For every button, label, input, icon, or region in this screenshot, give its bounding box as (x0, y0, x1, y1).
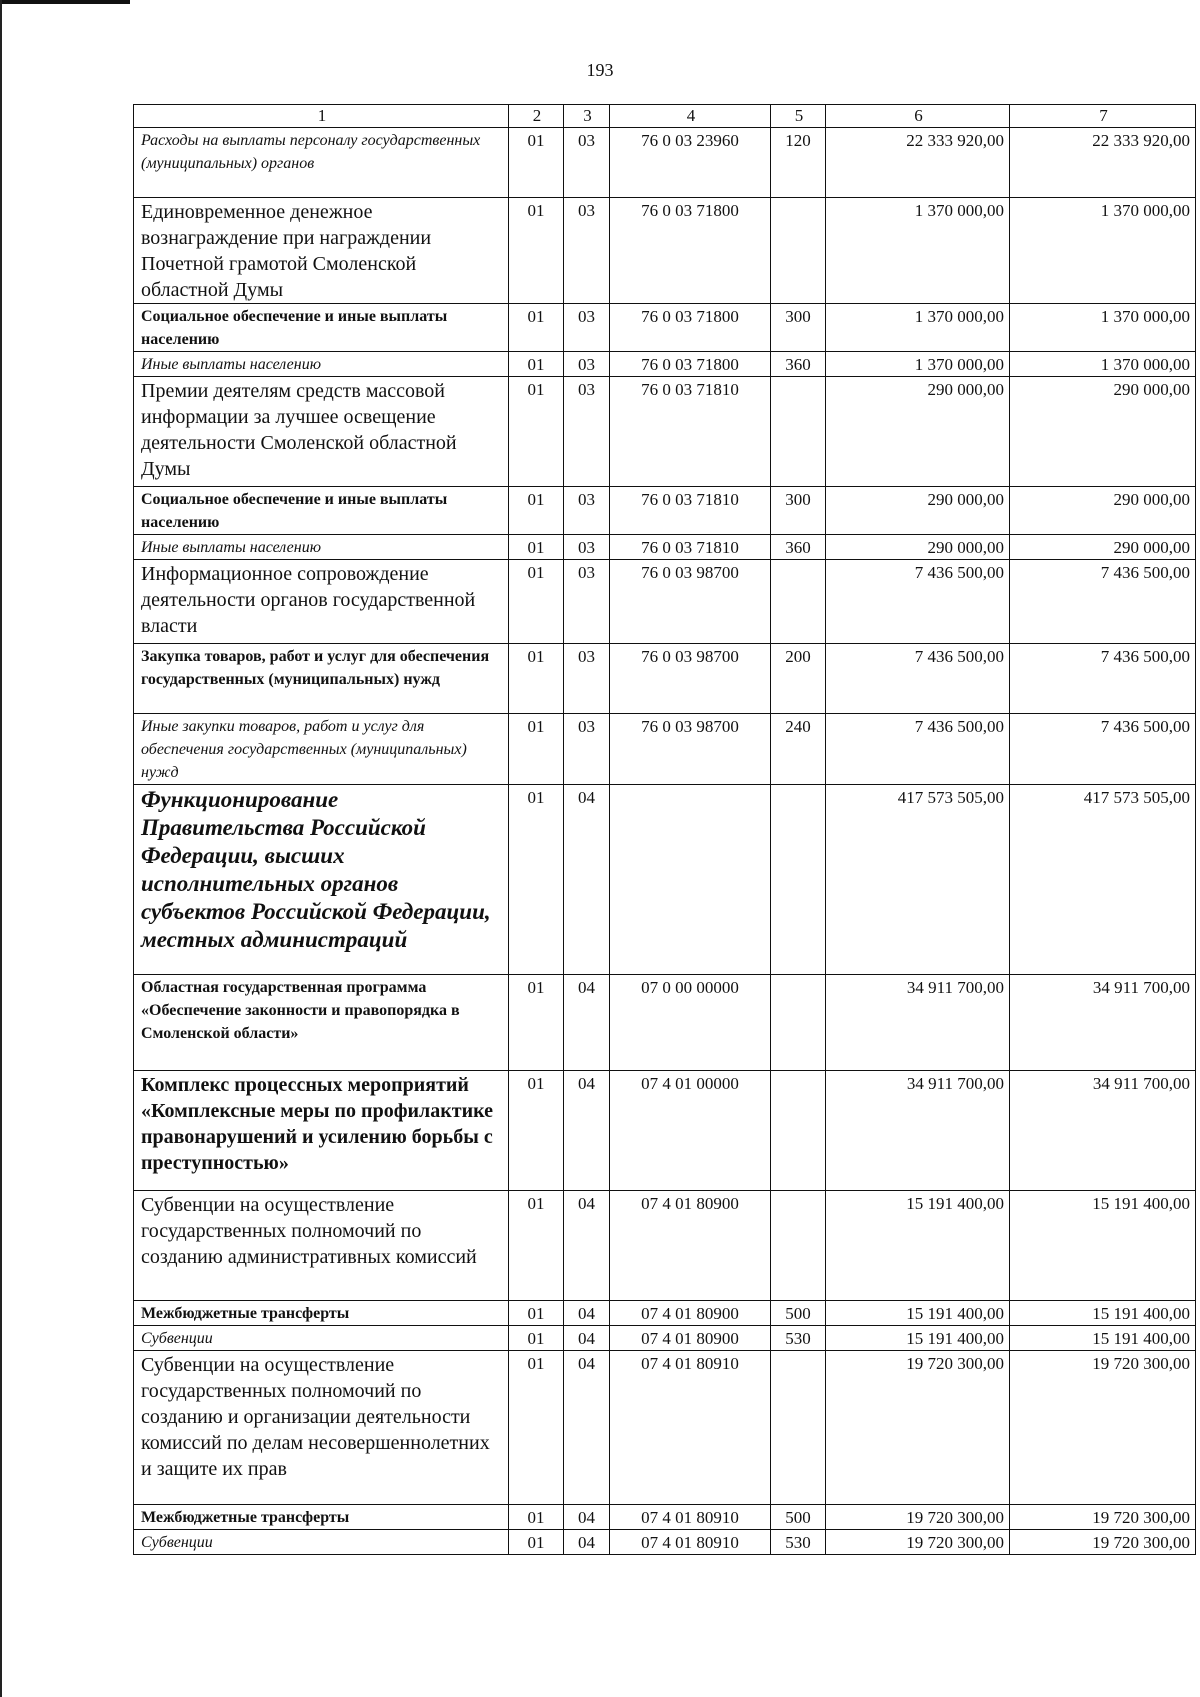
row-name-cell: Социальное обеспечение и иные выплаты населению (134, 304, 509, 352)
row-target-code-cell: 76 0 03 71810 (610, 377, 771, 487)
row-target-code-cell: 76 0 03 71810 (610, 535, 771, 560)
row-expense-type-cell (771, 975, 826, 1071)
table-row (134, 785, 1196, 975)
table-row (134, 1505, 1196, 1530)
row-subsection-cell: 03 (564, 128, 610, 198)
row-target-code-cell: 07 4 01 80910 (610, 1505, 771, 1530)
row-target-code-cell: 07 4 01 80910 (610, 1530, 771, 1555)
row-amount-alt-cell: 290 000,00 (1010, 377, 1196, 487)
row-expense-type-cell: 530 (771, 1326, 826, 1351)
row-amount-alt-cell: 34 911 700,00 (1010, 1071, 1196, 1191)
row-subsection-cell: 04 (564, 1351, 610, 1505)
row-amount-alt-cell: 1 370 000,00 (1010, 304, 1196, 352)
row-name-cell: Иные выплаты населению (134, 535, 509, 560)
row-expense-type-cell: 360 (771, 352, 826, 377)
table-row (134, 1301, 1196, 1326)
header-cell-7: 7 (1010, 105, 1196, 128)
row-expense-type-cell (771, 560, 826, 644)
row-target-code-cell: 76 0 03 98700 (610, 714, 771, 785)
row-name-cell: Субвенции (134, 1530, 509, 1555)
row-section-cell: 01 (509, 352, 564, 377)
row-target-code-cell: 76 0 03 71800 (610, 352, 771, 377)
header-cell-4: 4 (610, 105, 771, 128)
row-target-code-cell: 76 0 03 71810 (610, 487, 771, 535)
row-name-cell: Информационное сопровождение деятельности органов государственной власти (134, 560, 509, 644)
table-row (134, 714, 1196, 785)
table-row (134, 1071, 1196, 1191)
table-header-row (134, 105, 1196, 128)
row-amount-cell: 7 436 500,00 (826, 644, 1010, 714)
table-row (134, 198, 1196, 304)
row-amount-alt-cell: 290 000,00 (1010, 535, 1196, 560)
row-target-code-cell: 07 4 01 80900 (610, 1301, 771, 1326)
table-row (134, 1326, 1196, 1351)
row-subsection-cell: 03 (564, 487, 610, 535)
row-amount-alt-cell: 15 191 400,00 (1010, 1326, 1196, 1351)
row-target-code-cell: 07 4 01 80910 (610, 1351, 771, 1505)
row-section-cell: 01 (509, 1530, 564, 1555)
row-name-cell: Субвенции (134, 1326, 509, 1351)
row-amount-cell: 15 191 400,00 (826, 1191, 1010, 1301)
row-target-code-cell: 07 4 01 80900 (610, 1191, 771, 1301)
row-amount-alt-cell: 1 370 000,00 (1010, 352, 1196, 377)
row-subsection-cell: 04 (564, 1191, 610, 1301)
row-amount-cell: 34 911 700,00 (826, 975, 1010, 1071)
row-expense-type-cell (771, 377, 826, 487)
header-cell-1: 1 (134, 105, 509, 128)
table-row (134, 128, 1196, 198)
row-subsection-cell: 03 (564, 198, 610, 304)
row-subsection-cell: 04 (564, 1071, 610, 1191)
row-expense-type-cell: 500 (771, 1505, 826, 1530)
row-subsection-cell: 03 (564, 304, 610, 352)
table-row (134, 304, 1196, 352)
row-expense-type-cell (771, 1071, 826, 1191)
row-amount-alt-cell: 7 436 500,00 (1010, 644, 1196, 714)
row-amount-cell: 15 191 400,00 (826, 1301, 1010, 1326)
row-amount-cell: 19 720 300,00 (826, 1351, 1010, 1505)
row-target-code-cell: 76 0 03 71800 (610, 304, 771, 352)
row-amount-alt-cell: 19 720 300,00 (1010, 1530, 1196, 1555)
row-amount-cell: 1 370 000,00 (826, 352, 1010, 377)
row-amount-cell: 19 720 300,00 (826, 1505, 1010, 1530)
row-amount-cell: 7 436 500,00 (826, 560, 1010, 644)
row-subsection-cell: 04 (564, 1530, 610, 1555)
row-amount-alt-cell: 417 573 505,00 (1010, 785, 1196, 975)
row-target-code-cell: 76 0 03 98700 (610, 644, 771, 714)
row-name-cell: Областная государственная программа «Обеспечение законности и правопорядка в Смоленской области» (134, 975, 509, 1071)
row-amount-cell: 22 333 920,00 (826, 128, 1010, 198)
row-name-cell: Расходы на выплаты персоналу государственных (муниципальных) органов (134, 128, 509, 198)
row-amount-cell: 19 720 300,00 (826, 1530, 1010, 1555)
row-expense-type-cell (771, 785, 826, 975)
row-amount-alt-cell: 19 720 300,00 (1010, 1351, 1196, 1505)
row-subsection-cell: 03 (564, 644, 610, 714)
row-subsection-cell: 04 (564, 975, 610, 1071)
row-amount-cell: 290 000,00 (826, 535, 1010, 560)
row-target-code-cell: 76 0 03 98700 (610, 560, 771, 644)
row-section-cell: 01 (509, 1326, 564, 1351)
row-section-cell: 01 (509, 714, 564, 785)
row-target-code-cell: 07 0 00 00000 (610, 975, 771, 1071)
row-expense-type-cell: 200 (771, 644, 826, 714)
table-row (134, 487, 1196, 535)
row-amount-cell: 290 000,00 (826, 377, 1010, 487)
row-section-cell: 01 (509, 535, 564, 560)
row-subsection-cell: 03 (564, 535, 610, 560)
row-amount-alt-cell: 34 911 700,00 (1010, 975, 1196, 1071)
row-expense-type-cell: 240 (771, 714, 826, 785)
row-target-code-cell (610, 785, 771, 975)
table-row (134, 1191, 1196, 1301)
scan-edge-top (0, 0, 130, 4)
row-target-code-cell: 76 0 03 71800 (610, 198, 771, 304)
row-amount-cell: 1 370 000,00 (826, 304, 1010, 352)
row-name-cell: Межбюджетные трансферты (134, 1505, 509, 1530)
row-section-cell: 01 (509, 128, 564, 198)
row-amount-alt-cell: 7 436 500,00 (1010, 560, 1196, 644)
row-amount-cell: 7 436 500,00 (826, 714, 1010, 785)
row-amount-cell: 417 573 505,00 (826, 785, 1010, 975)
row-name-cell: Премии деятелям средств массовой информации за лучшее освещение деятельности Смоленской областной Думы (134, 377, 509, 487)
row-section-cell: 01 (509, 560, 564, 644)
row-section-cell: 01 (509, 487, 564, 535)
row-name-cell: Иные закупки товаров, работ и услуг для обеспечения государственных (муниципальных) нужд (134, 714, 509, 785)
budget-table (133, 104, 1196, 1555)
row-target-code-cell: 07 4 01 00000 (610, 1071, 771, 1191)
page-number: 193 (586, 60, 614, 80)
row-section-cell: 01 (509, 644, 564, 714)
row-name-cell: Субвенции на осуществление государственных полномочий по созданию административных комиссий (134, 1191, 509, 1301)
row-expense-type-cell: 120 (771, 128, 826, 198)
row-amount-alt-cell: 19 720 300,00 (1010, 1505, 1196, 1530)
row-section-cell: 01 (509, 377, 564, 487)
row-expense-type-cell (771, 1191, 826, 1301)
row-section-cell: 01 (509, 1071, 564, 1191)
row-amount-alt-cell: 7 436 500,00 (1010, 714, 1196, 785)
row-expense-type-cell: 300 (771, 487, 826, 535)
row-expense-type-cell (771, 198, 826, 304)
row-name-cell: Единовременное денежное вознаграждение при награждении Почетной грамотой Смоленской областной Думы (134, 198, 509, 304)
table-row (134, 644, 1196, 714)
row-section-cell: 01 (509, 198, 564, 304)
row-subsection-cell: 03 (564, 352, 610, 377)
row-expense-type-cell: 360 (771, 535, 826, 560)
row-amount-alt-cell: 22 333 920,00 (1010, 128, 1196, 198)
row-subsection-cell: 04 (564, 785, 610, 975)
row-expense-type-cell (771, 1351, 826, 1505)
row-amount-cell: 15 191 400,00 (826, 1326, 1010, 1351)
row-subsection-cell: 04 (564, 1326, 610, 1351)
row-expense-type-cell: 300 (771, 304, 826, 352)
table-row (134, 377, 1196, 487)
row-name-cell: Закупка товаров, работ и услуг для обеспечения государственных (муниципальных) нужд (134, 644, 509, 714)
row-target-code-cell: 76 0 03 23960 (610, 128, 771, 198)
table-row (134, 1530, 1196, 1555)
row-section-cell: 01 (509, 1301, 564, 1326)
row-name-cell: Межбюджетные трансферты (134, 1301, 509, 1326)
row-subsection-cell: 04 (564, 1505, 610, 1530)
row-name-cell: Социальное обеспечение и иные выплаты населению (134, 487, 509, 535)
row-target-code-cell: 07 4 01 80900 (610, 1326, 771, 1351)
row-name-cell: Функционирование Правительства Российской Федерации, высших исполнительных органов субъектов Российской Федерации, местных администраций (134, 785, 509, 975)
row-section-cell: 01 (509, 975, 564, 1071)
row-expense-type-cell: 500 (771, 1301, 826, 1326)
row-section-cell: 01 (509, 304, 564, 352)
table-row (134, 352, 1196, 377)
row-amount-alt-cell: 15 191 400,00 (1010, 1301, 1196, 1326)
row-subsection-cell: 03 (564, 714, 610, 785)
row-name-cell: Иные выплаты населению (134, 352, 509, 377)
table-row (134, 560, 1196, 644)
table-row (134, 1351, 1196, 1505)
row-section-cell: 01 (509, 785, 564, 975)
row-section-cell: 01 (509, 1351, 564, 1505)
row-amount-alt-cell: 15 191 400,00 (1010, 1191, 1196, 1301)
header-cell-5: 5 (771, 105, 826, 128)
header-cell-3: 3 (564, 105, 610, 128)
header-cell-2: 2 (509, 105, 564, 128)
row-amount-cell: 1 370 000,00 (826, 198, 1010, 304)
row-expense-type-cell: 530 (771, 1530, 826, 1555)
row-subsection-cell: 03 (564, 560, 610, 644)
table-row (134, 975, 1196, 1071)
row-section-cell: 01 (509, 1191, 564, 1301)
header-cell-6: 6 (826, 105, 1010, 128)
row-subsection-cell: 04 (564, 1301, 610, 1326)
scan-edge-left (0, 0, 2, 1697)
row-name-cell: Комплекс процессных мероприятий «Комплексные меры по профилактике правонарушений и усилению борьбы с преступностью» (134, 1071, 509, 1191)
row-amount-cell: 290 000,00 (826, 487, 1010, 535)
row-amount-cell: 34 911 700,00 (826, 1071, 1010, 1191)
row-amount-alt-cell: 1 370 000,00 (1010, 198, 1196, 304)
table-row (134, 535, 1196, 560)
row-amount-alt-cell: 290 000,00 (1010, 487, 1196, 535)
row-name-cell: Субвенции на осуществление государственных полномочий по созданию и организации деятельности комиссий по делам несовершеннолетних и защите их прав (134, 1351, 509, 1505)
row-section-cell: 01 (509, 1505, 564, 1530)
row-subsection-cell: 03 (564, 377, 610, 487)
